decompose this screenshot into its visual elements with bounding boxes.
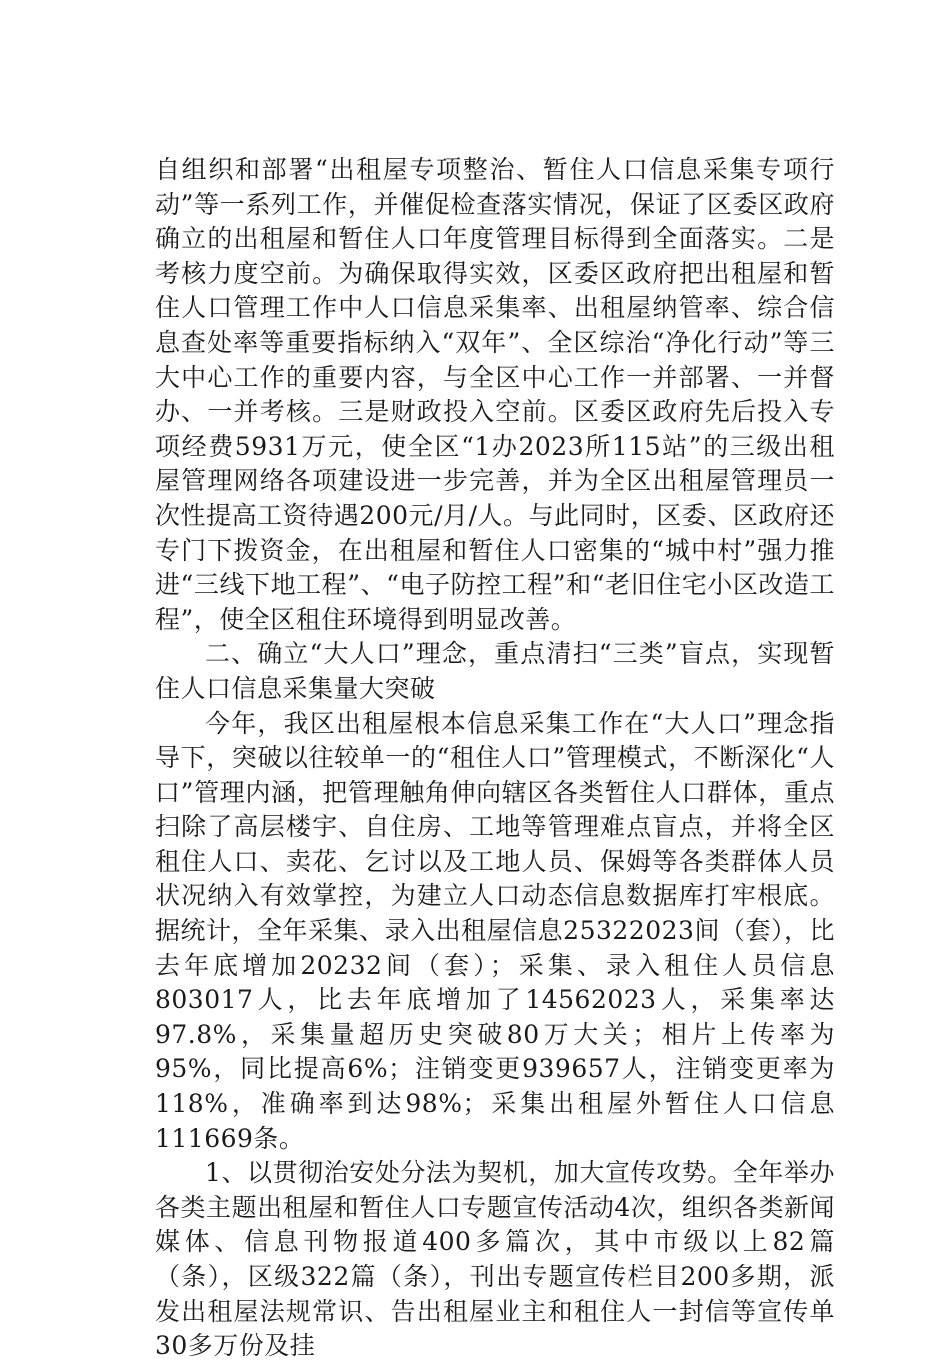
paragraph-collection-stats: 今年，我区出租屋根本信息采集工作在“大人口”理念指导下，突破以往较单一的“租住人口”管理模式，不断深化“人口”管理内涵，把管理触角伸向辖区各类暂住人口群体，重点扫除了高层楼宇、自住房、工地等管理难点盲点，并将全区租住人口、卖花、乞讨以及工地人员、保姆等各类群体人员状况纳入有效掌控，为建立人口动态信息数据库打牢根底。据统计，全年采集、录入出租屋信息25322023间（套），比去年底增加20232间（套）；采集、录入租住人员信息803017人，比去年底增加了14562023人，采集率达97.8%，采集量超历史突破80万大关；相片上传率为95%，同比提高6%；注销变更939657人，注销变更率为118%，准确率到达98%；采集出租屋外暂住人口信息111669条。 <box>155 708 835 1153</box>
document-body <box>155 153 835 1364</box>
section-heading-2: 二、确立“大人口”理念，重点清扫“三类”盲点，实现暂住人口信息采集量大突破 <box>155 639 835 703</box>
paragraph-continued: 自组织和部署“出租屋专项整治、暂住人口信息采集专项行动”等一系列工作，并催促检查落实情况，保证了区委区政府确立的出租屋和暂住人口年度管理目标得到全面落实。二是考核力度空前。为确保取得实效，区委区政府把出租屋和暂住人口管理工作中人口信息采集率、出租屋纳管率、综合信息查处率等重要指标纳入“双年”、全区综治“净化行动”等三大中心工作的重要内容，与全区中心工作一并部署、一并督办、一并考核。三是财政投入空前。区委区政府先后投入专项经费5931万元，使全区“1办2023所115站”的三级出租屋管理网络各项建设进一步完善，并为全区出租屋管理员一次性提高工资待遇200元/月/人。与此同时，区委、区政府还专门下拨资金，在出租屋和暂住人口密集的“城中村”强力推进“三线下地工程”、“电子防控工程”和“老旧住宅小区改造工程”，使全区租住环境得到明显改善。 <box>155 155 835 634</box>
paragraph-item-1-publicity: 1、以贯彻治安处分法为契机，加大宣传攻势。全年举办各类主题出租屋和暂住人口专题宣传活动4次，组织各类新闻媒体、信息刊物报道400多篇次，其中市级以上82篇（条），区级322篇（条），刊出专题宣传栏目200多期，派发出租屋法规常识、告出租屋业主和租住人一封信等宣传单30多万份及挂 <box>155 1158 835 1361</box>
